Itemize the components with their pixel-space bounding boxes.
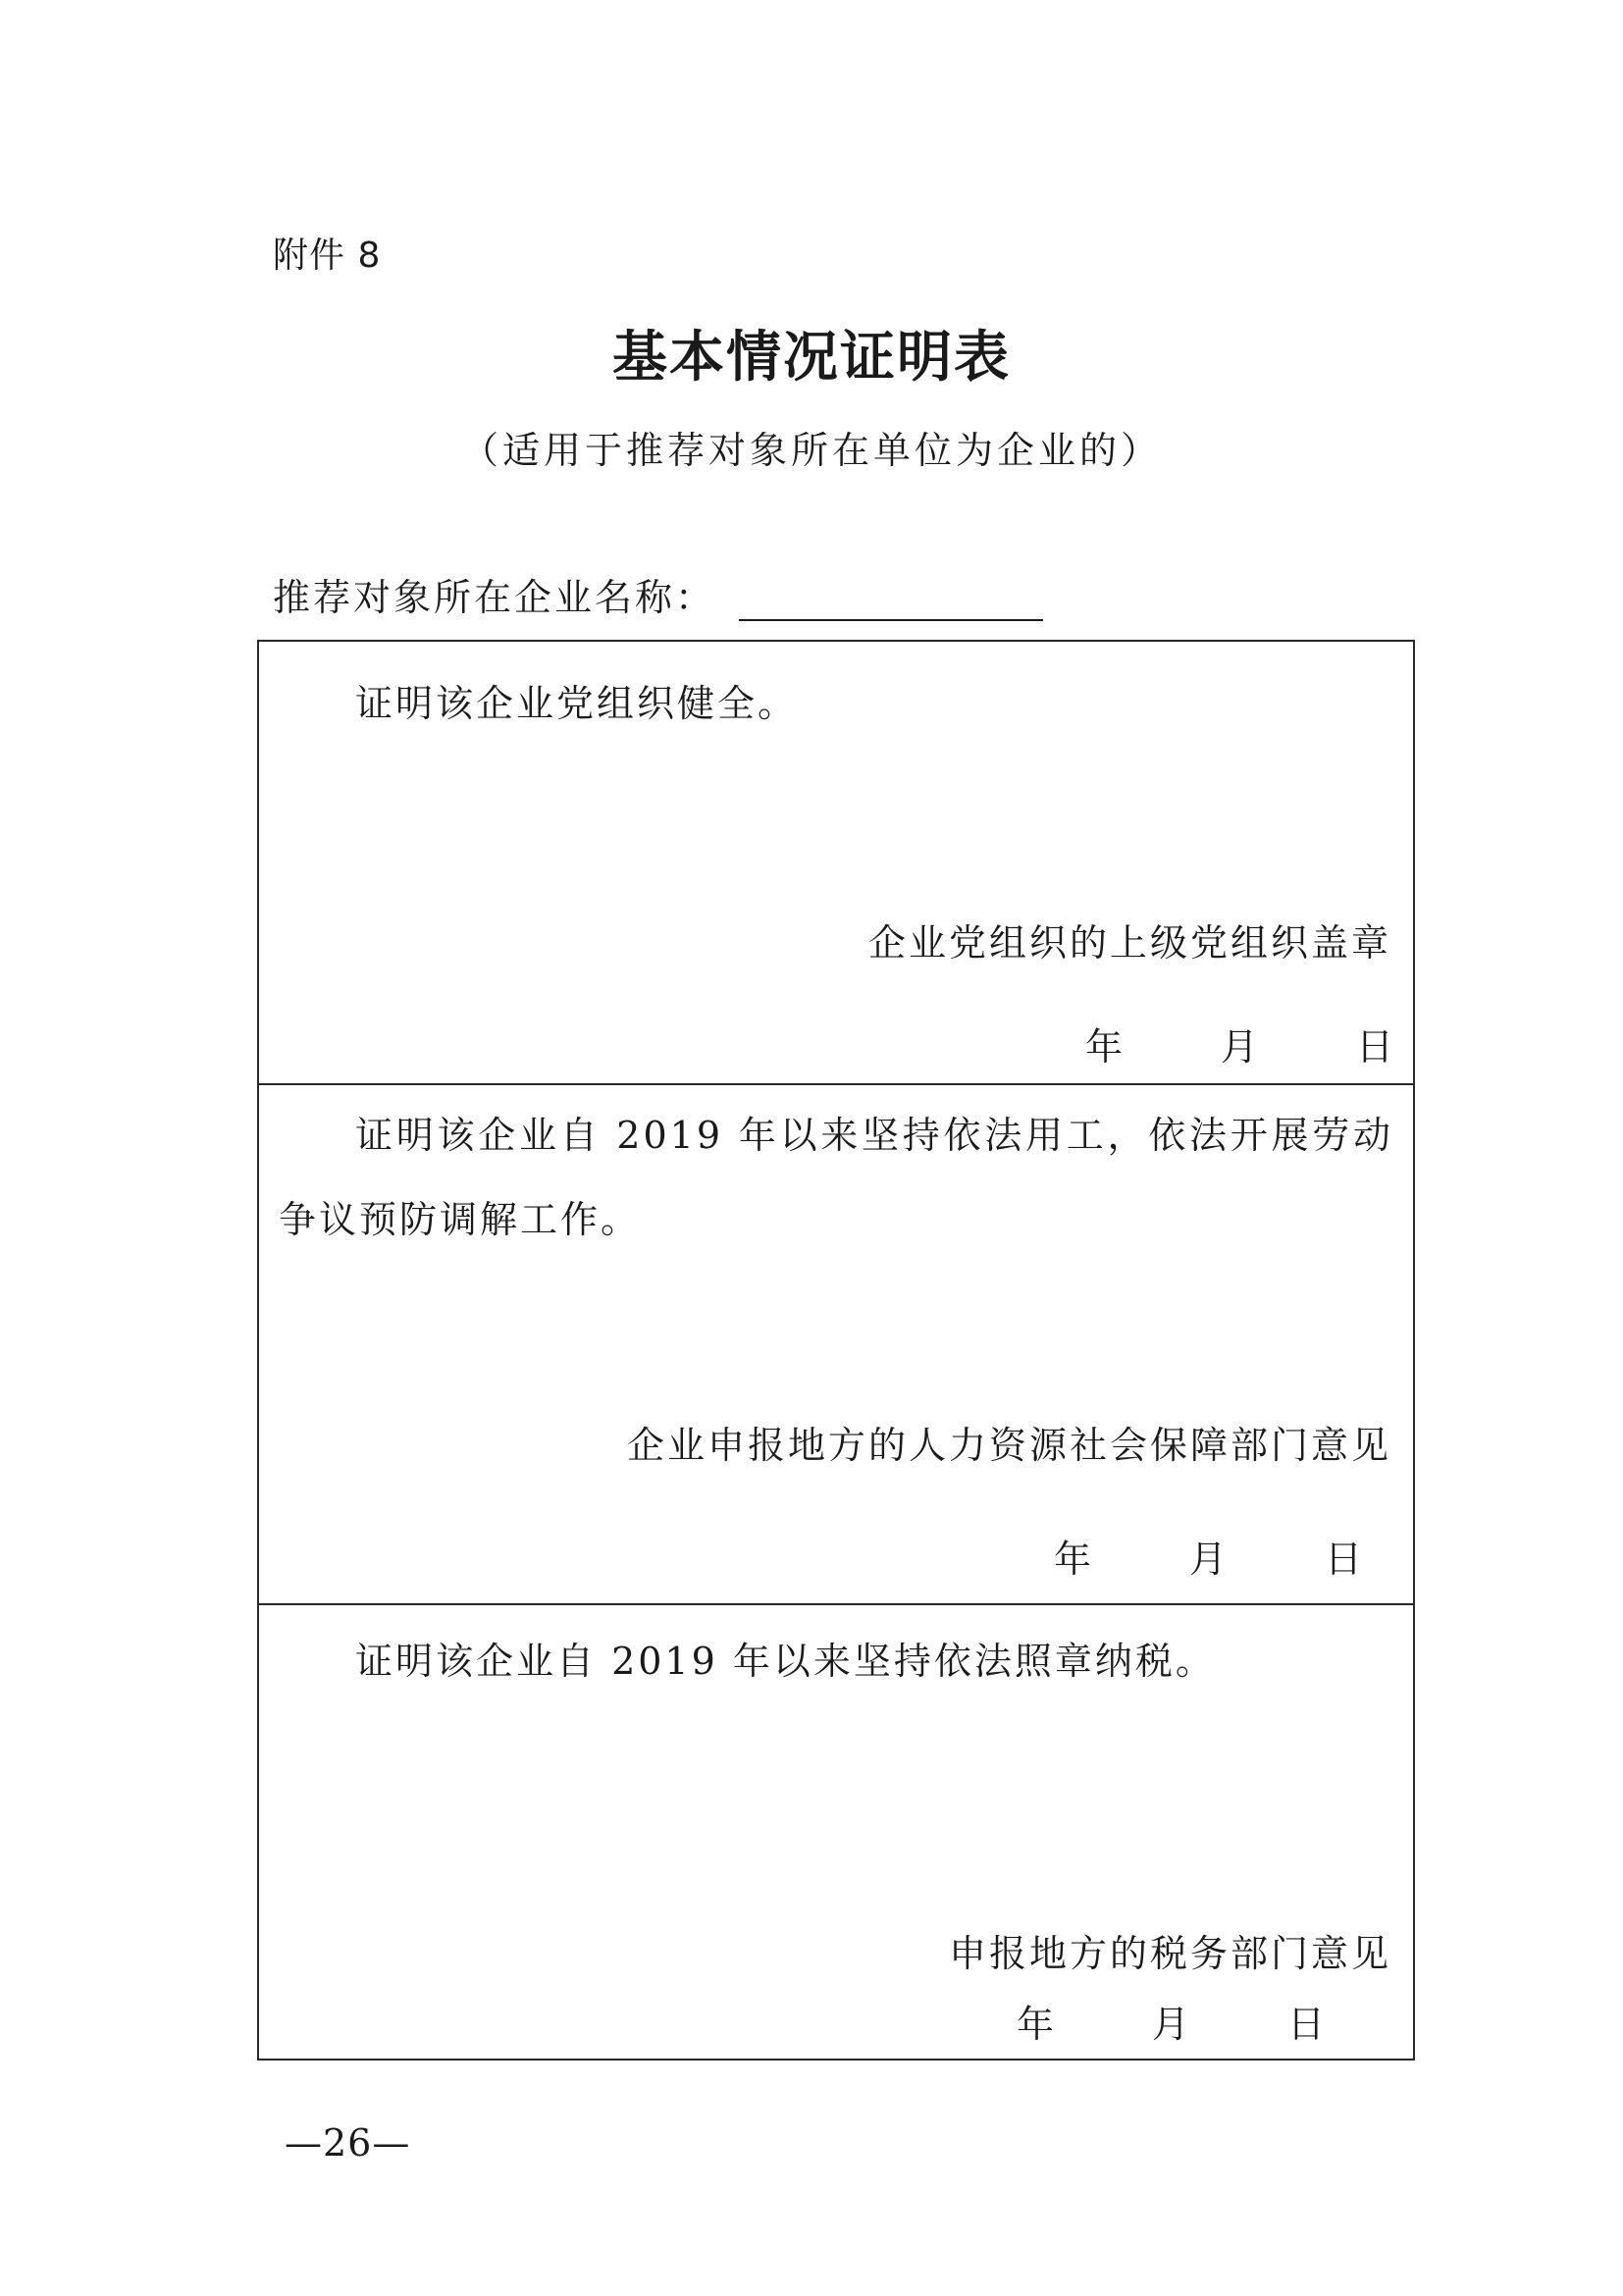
company-name-label: 推荐对象所在企业名称：	[273, 576, 716, 619]
party-organization-section	[259, 642, 1413, 1085]
page-number: —26—	[285, 2121, 411, 2165]
company-name-blank[interactable]	[739, 578, 1043, 621]
attachment-label: 附件 8	[273, 235, 382, 276]
date-month: 月	[1151, 2003, 1189, 2046]
date-month: 月	[1188, 1538, 1227, 1581]
section-date	[1017, 1994, 1325, 2048]
company-name-row	[273, 567, 1043, 621]
section-signatory: 企业申报地方的人力资源社会保障部门意见	[626, 1424, 1391, 1467]
section-date	[1054, 1529, 1362, 1583]
certification-table	[257, 640, 1415, 2061]
section-statement: 证明该企业自 2019 年以来坚持依法用工，依法开展劳动争议预防调解工作。	[279, 1114, 1393, 1241]
document-title: 基本情况证明表	[612, 325, 1011, 390]
date-day: 日	[1286, 2003, 1325, 2046]
date-year: 年	[1016, 2003, 1054, 2046]
section-statement: 证明该企业自 2019 年以来坚持依法照章纳税。	[355, 1640, 1216, 1683]
tax-compliance-section	[259, 1605, 1413, 2059]
date-month: 月	[1220, 1025, 1258, 1069]
labor-compliance-section	[259, 1085, 1413, 1605]
date-year: 年	[1053, 1538, 1091, 1581]
date-day: 日	[1355, 1025, 1393, 1069]
section-signatory: 企业党组织的上级党组织盖章	[867, 921, 1391, 965]
section-signatory: 申报地方的税务部门意见	[948, 1932, 1391, 1975]
section-date	[1085, 1017, 1393, 1070]
document-subtitle: （适用于推荐对象所在单位为企业的）	[460, 429, 1162, 472]
date-day: 日	[1324, 1538, 1362, 1581]
section-statement: 证明该企业党组织健全。	[355, 682, 799, 725]
date-year: 年	[1084, 1025, 1123, 1069]
